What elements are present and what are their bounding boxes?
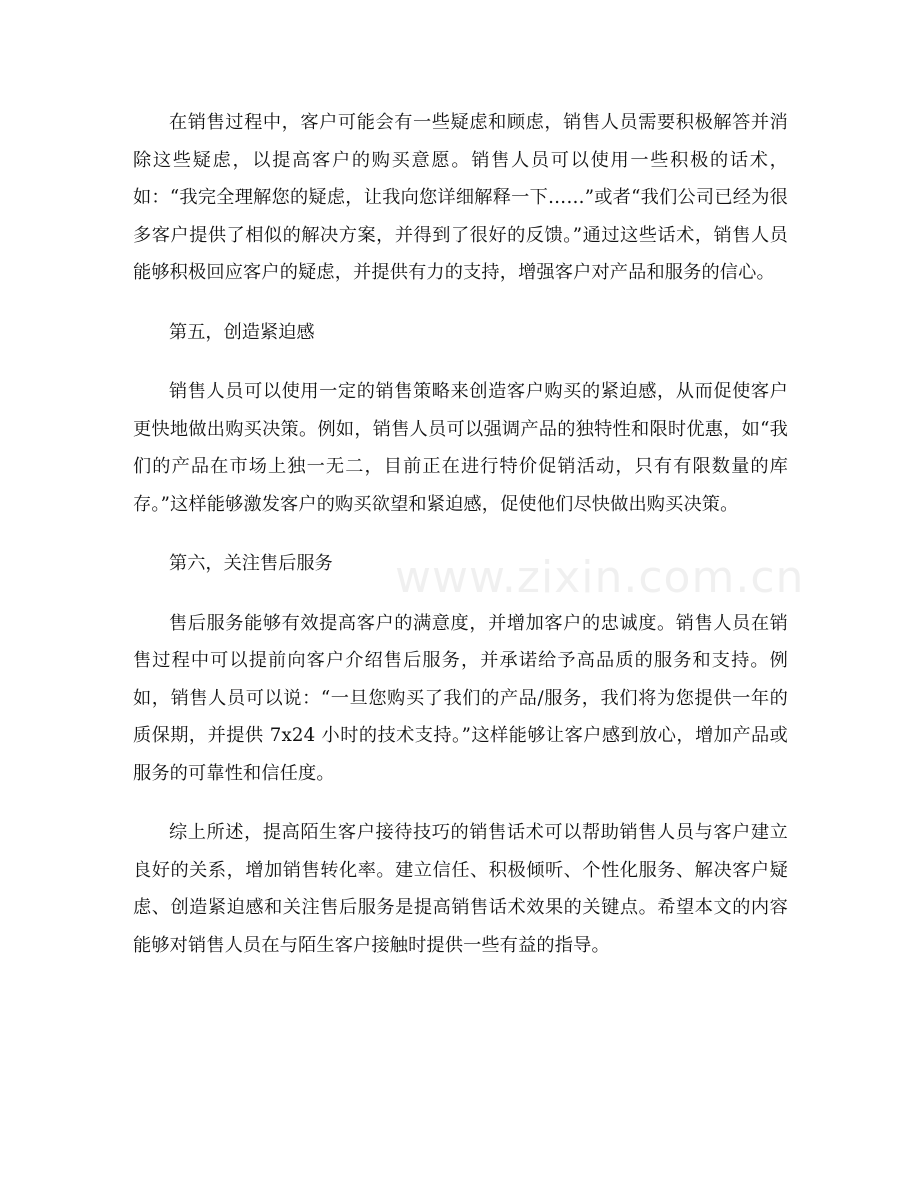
watermark: www.zixin.com.cn	[395, 552, 805, 603]
paragraph-after-sales: 售后服务能够有效提高客户的满意度，并增加客户的忠诚度。销售人员在销售过程中可以提前向客户介绍售后服务，并承诺给予高品质的服务和支持。例如，销售人员可以说：“一旦您购买了我们的产品/服务，我们将为您提供一年的质保期，并提供 7x24 小时的技术支持。”这样能够让客户感到放心，增加产品或服务的可靠性和信任度。	[133, 612, 788, 784]
paragraph-urgency: 销售人员可以使用一定的销售策略来创造客户购买的紧迫感，从而促使客户更快地做出购买决策。例如，销售人员可以强调产品的独特性和限时优惠，如“我们的产品在市场上独一无二，目前正在进行特价促销活动，只有有限数量的库存。”这样能够激发客户的购买欲望和紧迫感，促使他们尽快做出购买决策。	[133, 381, 788, 515]
paragraph-resolve-doubts: 在销售过程中，客户可能会有一些疑虑和顾虑，销售人员需要积极解答并消除这些疑虑，以提高客户的购买意愿。销售人员可以使用一些积极的话术，如：“我完全理解您的疑虑，让我向您详细解释一下……”或者“我们公司已经为很多客户提供了相似的解决方案，并得到了很好的反馈。”通过这些话术，销售人员能够积极回应客户的疑虑，并提供有力的支持，增强客户对产品和服务的信心。	[133, 112, 788, 283]
document-body	[133, 104, 805, 986]
section-heading-urgency: 第五，创造紧迫感	[169, 321, 315, 343]
paragraph-conclusion: 综上所述，提高陌生客户接待技巧的销售话术可以帮助销售人员与客户建立良好的关系，增加销售转化率。建立信任、积极倾听、个性化服务、解决客户疑虑、创造紧迫感和关注售后服务是提高销售话术效果的关键点。希望本文的内容能够对销售人员在与陌生客户接触时提供一些有益的指导。	[133, 822, 788, 956]
section-heading-after-sales: 第六，关注售后服务	[169, 553, 333, 574]
